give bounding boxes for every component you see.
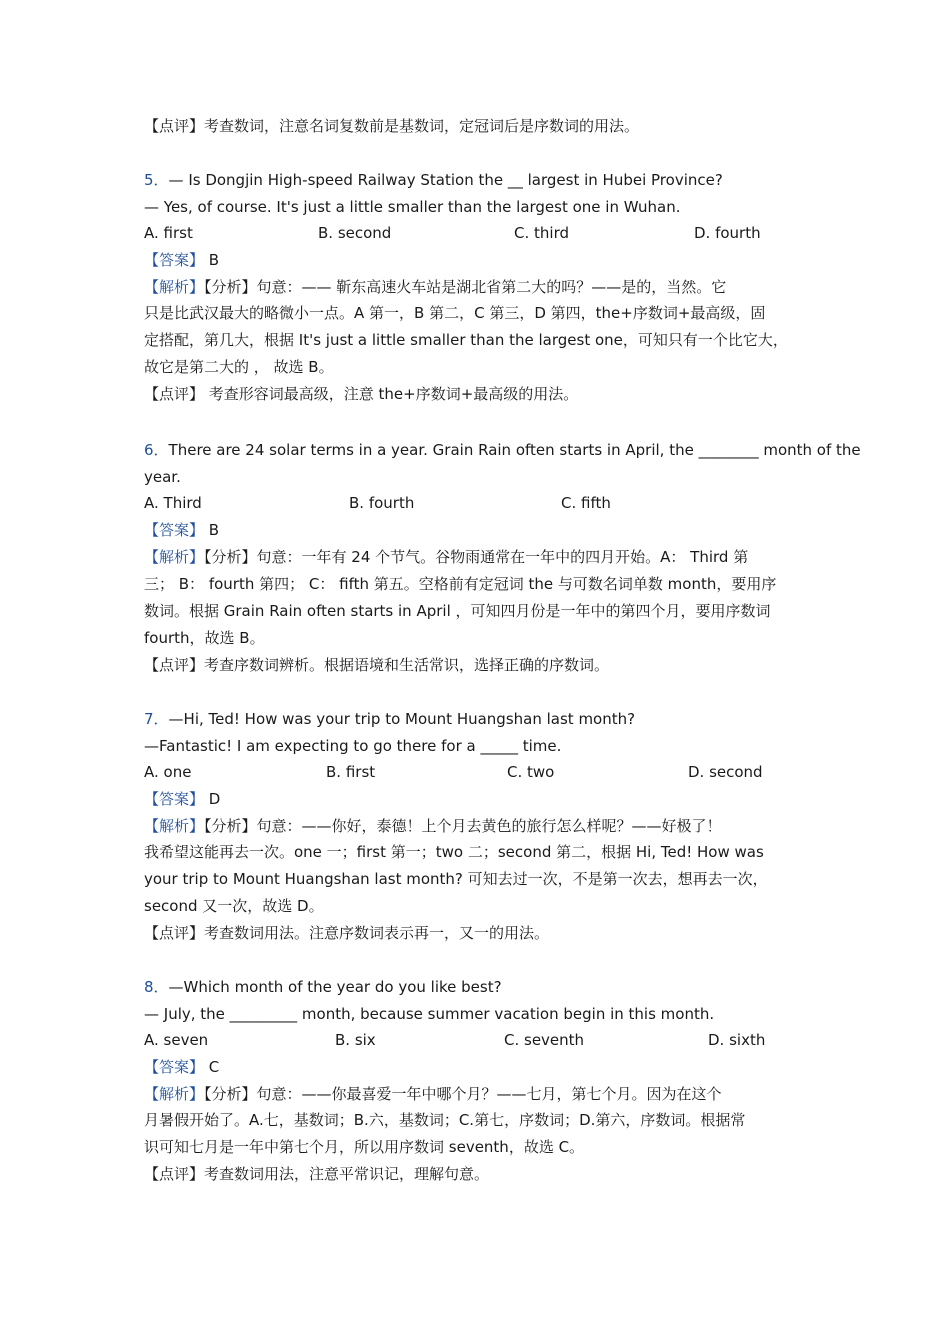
q5-stem-line1: [144, 170, 723, 190]
q5-answer-tag: 【答案】: [144, 251, 205, 269]
q7-answer: [144, 789, 220, 809]
q7-comment: 【点评】考查数词用法。注意序数词表示再一，又一的用法。: [144, 924, 550, 942]
q6-analysis-line3: 数词。根据 Grain Rain often starts in April ，可知四月份是一年中的第四个月，要用序数词: [144, 602, 771, 620]
q7-analysis-line4: second 又一次，故选 D。: [144, 897, 324, 915]
q6-comment: 【点评】考查序数词辨析。根据语境和生活常识，选择正确的序数词。: [144, 656, 610, 674]
q8-answer-tag: 【答案】: [144, 1058, 205, 1076]
q6-stem1: There are 24 solar terms in a year. Grain Rain often starts in April, the ________ month of the: [168, 441, 861, 459]
q6-answer: [144, 520, 219, 540]
q7-analysis-line2: 我希望这能再去一次。one 一；first 第一；two 二；second 第二，根据 Hi, Ted! How was: [144, 843, 764, 861]
q8-answer: [144, 1057, 219, 1077]
q5-comment: 【点评】 考查形容词最高级，注意 the+序数词+最高级的用法。: [144, 385, 579, 403]
q7-option-c: C. two: [507, 763, 555, 781]
q5-answer: [144, 250, 219, 270]
q5-analysis-line2: 只是比武汉最大的略微小一点。A 第一，B 第二，C 第三，D 第四，the+序数词+最高级，固: [144, 304, 766, 322]
q8-option-c: C. seventh: [504, 1031, 585, 1049]
q6-option-a: A. Third: [144, 494, 202, 512]
q6-answer-value: B: [208, 521, 220, 539]
q6-analysis-text1: 【分析】句意：一年有 24 个节气。谷物雨通常在一年中的四月开始。A： Third 第: [204, 548, 749, 566]
q8-analysis-line2: 月暑假开始了。A.七，基数词；B.六，基数词；C.第七，序数词；D.第六，序数词。根据常: [144, 1111, 746, 1129]
q8-analysis-line3: 识可知七月是一年中第七个月，所以用序数词 seventh，故选 C。: [144, 1138, 585, 1156]
q5-number: 5．: [144, 171, 169, 189]
q5-stem1: — Is Dongjin High-speed Railway Station the __ largest in Hubei Province?: [168, 171, 723, 189]
q7-option-b: B. first: [326, 763, 376, 781]
q8-answer-value: C: [208, 1058, 220, 1076]
q5-analysis-tag: 【解析】: [144, 278, 205, 296]
q8-analysis-text1: 【分析】句意：——你最喜爱一年中哪个月？——七月，第七个月。因为在这个: [204, 1085, 722, 1103]
q8-number: 8．: [144, 978, 169, 996]
q5-option-b: B. second: [318, 224, 392, 242]
q8-stem2: — July, the _________ month, because summer vacation begin in this month.: [144, 1005, 715, 1023]
q5-analysis-line4: 故它是第二大的 ， 故选 B。: [144, 358, 334, 376]
q8-analysis-line1: [144, 1084, 722, 1104]
q6-analysis-tag: 【解析】: [144, 548, 205, 566]
q6-analysis-line4: fourth，故选 B。: [144, 629, 265, 647]
q5-option-c: C. third: [514, 224, 569, 242]
q8-stem1: —Which month of the year do you like best?: [168, 978, 502, 996]
q7-answer-value: D: [208, 790, 221, 808]
q8-option-b: B. six: [335, 1031, 376, 1049]
q6-option-b: B. fourth: [349, 494, 415, 512]
q6-answer-tag: 【答案】: [144, 521, 205, 539]
q6-analysis-line2: 三； B： fourth 第四； C： fifth 第五。空格前有定冠词 the 与可数名词单数 month，要用序: [144, 575, 777, 593]
q5-analysis-line1: [144, 277, 726, 297]
q7-option-a: A. one: [144, 763, 192, 781]
q5-option-a: A. first: [144, 224, 193, 242]
q5-analysis-text1: 【分析】句意：—— 靳东高速火车站是湖北省第二大的吗？——是的，当然。它: [204, 278, 727, 296]
q5-stem2: — Yes, of course. It's just a little smaller than the largest one in Wuhan.: [144, 198, 681, 216]
q7-answer-tag: 【答案】: [144, 790, 205, 808]
q8-analysis-tag: 【解析】: [144, 1085, 205, 1103]
q6-analysis-line1: [144, 547, 748, 567]
q5-analysis-line3: 定搭配，第几大，根据 It's just a little smaller than the largest one，可知只有一个比它大，: [144, 331, 788, 349]
q7-number: 7．: [144, 710, 169, 728]
q6-stem-line1: [144, 440, 861, 460]
q7-analysis-text1: 【分析】句意：——你好，泰德！上个月去黄色的旅行怎么样呢？——好极了！: [204, 817, 722, 835]
top-comment: 【点评】考查数词，注意名词复数前是基数词，定冠词后是序数词的用法。: [144, 117, 640, 135]
q7-stem-line1: [144, 709, 635, 729]
q5-answer-value: B: [208, 251, 220, 269]
q7-analysis-tag: 【解析】: [144, 817, 205, 835]
q8-option-a: A. seven: [144, 1031, 209, 1049]
q5-option-d: D. fourth: [694, 224, 761, 242]
q7-option-d: D. second: [688, 763, 763, 781]
q7-analysis-line3: your trip to Mount Huangshan last month? 可知去过一次，不是第一次去，想再去一次，: [144, 870, 768, 888]
q7-stem1: —Hi, Ted! How was your trip to Mount Huangshan last month?: [168, 710, 636, 728]
q8-option-d: D. sixth: [708, 1031, 766, 1049]
q6-stem2: year.: [144, 468, 181, 486]
q7-analysis-line1: [144, 816, 722, 836]
q8-stem-line1: [144, 977, 502, 997]
q6-option-c: C. fifth: [561, 494, 611, 512]
q7-stem2: —Fantastic! I am expecting to go there for a _____ time.: [144, 737, 562, 755]
q6-number: 6．: [144, 441, 169, 459]
q8-comment: 【点评】考查数词用法，注意平常识记，理解句意。: [144, 1165, 490, 1183]
